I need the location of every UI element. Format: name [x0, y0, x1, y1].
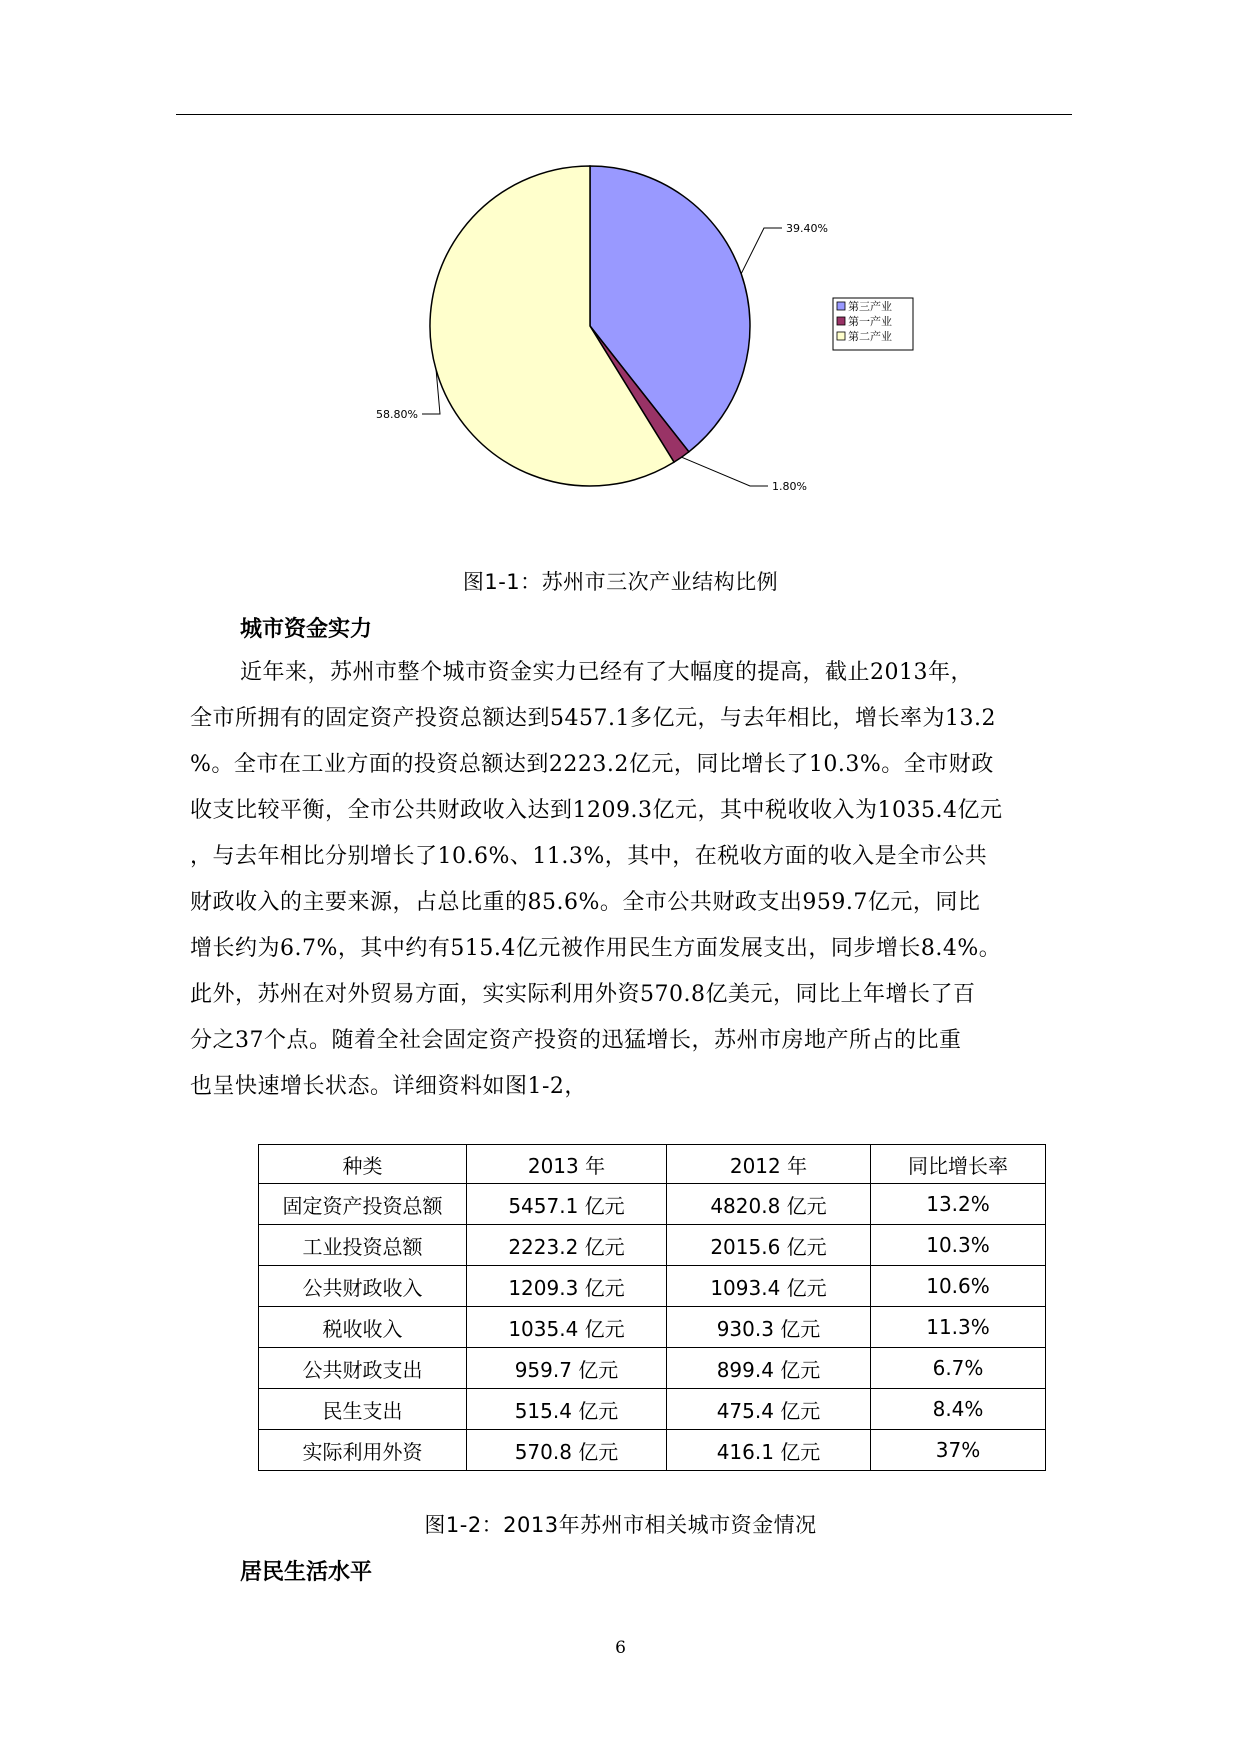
- figure-1-caption: 图1-1：苏州市三次产业结构比例: [462, 570, 779, 594]
- table-cell: 416.1 亿元: [667, 1430, 871, 1471]
- table-header-cell: 2013 年: [467, 1145, 667, 1184]
- table-cell: 899.4 亿元: [667, 1348, 871, 1389]
- paragraph-line: 增长约为6.7%，其中约有515.4亿元被作用民生方面发展支出，同步增长8.4%。: [190, 936, 1002, 961]
- table-cell: 1209.3 亿元: [467, 1266, 667, 1307]
- legend-swatch: [837, 317, 845, 325]
- legend-swatch: [837, 302, 845, 310]
- table-cell: 13.2%: [871, 1184, 1046, 1225]
- table-cell: 11.3%: [871, 1307, 1046, 1348]
- section-heading-living-standard: 居民生活水平: [240, 1560, 373, 1585]
- table-cell: 5457.1 亿元: [467, 1184, 667, 1225]
- paragraph-line: 全市所拥有的固定资产投资总额达到5457.1多亿元，与去年相比，增长率为13.2: [190, 706, 996, 731]
- table-cell: 2015.6 亿元: [667, 1225, 871, 1266]
- city-funds-table: [258, 1144, 1046, 1471]
- table-cell: 民生支出: [259, 1389, 467, 1430]
- pie-data-label: 1.80%: [772, 480, 807, 493]
- page-number: 6: [615, 1638, 626, 1658]
- legend-swatch: [837, 332, 845, 340]
- table-cell: 8.4%: [871, 1389, 1046, 1430]
- table-cell: 515.4 亿元: [467, 1389, 667, 1430]
- table-row: [259, 1184, 1046, 1225]
- table-header-cell: 同比增长率: [871, 1145, 1046, 1184]
- pie-leader-line: [741, 228, 782, 274]
- table-cell: 税收收入: [259, 1307, 467, 1348]
- legend-entry: 第三产业: [848, 300, 892, 313]
- table-header-cell: 2012 年: [667, 1145, 871, 1184]
- paragraph-line: %。全市在工业方面的投资总额达到2223.2亿元，同比增长了10.3%。全市财政: [190, 752, 994, 777]
- table-row: [259, 1430, 1046, 1471]
- legend-entry: 第一产业: [848, 315, 892, 328]
- section-heading-city-funds: 城市资金实力: [240, 617, 373, 642]
- pie-chart: [0, 150, 1241, 530]
- pie-chart-svg: [0, 150, 1241, 530]
- paragraph-line: 分之37个点。随着全社会固定资产投资的迅猛增长，苏州市房地产所占的比重: [190, 1028, 962, 1053]
- table-header-row: [259, 1145, 1046, 1184]
- paragraph-line: 也呈快速增长状态。详细资料如图1-2，: [190, 1074, 587, 1099]
- paragraph-line: 财政收入的主要来源，占总比重的85.6%。全市公共财政支出959.7亿元，同比: [190, 890, 981, 915]
- table-row: [259, 1307, 1046, 1348]
- table-cell: 959.7 亿元: [467, 1348, 667, 1389]
- table-cell: 1035.4 亿元: [467, 1307, 667, 1348]
- table-row: [259, 1266, 1046, 1307]
- table-cell: 10.3%: [871, 1225, 1046, 1266]
- table-row: [259, 1225, 1046, 1266]
- table-cell: 实际利用外资: [259, 1430, 467, 1471]
- table-row: [259, 1389, 1046, 1430]
- header-rule: [176, 114, 1072, 115]
- table-cell: 1093.4 亿元: [667, 1266, 871, 1307]
- table-row: [259, 1348, 1046, 1389]
- paragraph-line: 收支比较平衡，全市公共财政收入达到1209.3亿元，其中税收收入为1035.4亿元: [190, 798, 1003, 823]
- table-cell: 930.3 亿元: [667, 1307, 871, 1348]
- table-cell: 570.8 亿元: [467, 1430, 667, 1471]
- table-cell: 6.7%: [871, 1348, 1046, 1389]
- paragraph-line: 此外，苏州在对外贸易方面，实实际利用外资570.8亿美元，同比上年增长了百: [190, 982, 976, 1007]
- table-cell: 10.6%: [871, 1266, 1046, 1307]
- paragraph-line: 近年来，苏州市整个城市资金实力已经有了大幅度的提高，截止2013年，: [240, 660, 973, 685]
- table-cell: 37%: [871, 1430, 1046, 1471]
- paragraph-line: ，与去年相比分别增长了10.6%、11.3%，其中，在税收方面的收入是全市公共: [190, 844, 988, 869]
- pie-leader-line: [682, 457, 768, 486]
- pie-data-label: 58.80%: [376, 408, 418, 421]
- table-cell: 4820.8 亿元: [667, 1184, 871, 1225]
- table-cell: 固定资产投资总额: [259, 1184, 467, 1225]
- figure-2-caption: 图1-2：2013年苏州市相关城市资金情况: [424, 1513, 817, 1537]
- table-cell: 475.4 亿元: [667, 1389, 871, 1430]
- table-cell: 公共财政支出: [259, 1348, 467, 1389]
- pie-data-label: 39.40%: [786, 222, 828, 235]
- table-header-cell: 种类: [259, 1145, 467, 1184]
- legend-entry: 第二产业: [848, 330, 892, 343]
- table-cell: 工业投资总额: [259, 1225, 467, 1266]
- pie-leader-line: [422, 370, 440, 414]
- table-cell: 2223.2 亿元: [467, 1225, 667, 1266]
- table-cell: 公共财政收入: [259, 1266, 467, 1307]
